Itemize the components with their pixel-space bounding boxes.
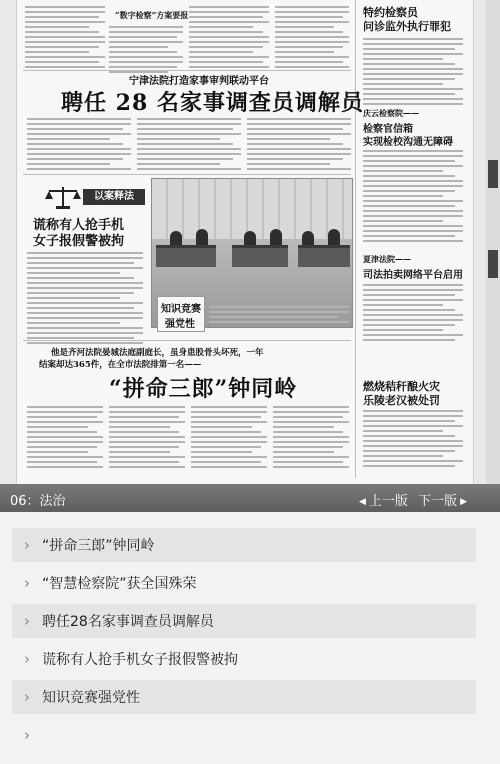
- right-headline-1a: 特约检察员: [363, 6, 418, 19]
- article-title: 聘任28名家事调查员调解员: [42, 614, 214, 630]
- article-item[interactable]: [12, 680, 476, 714]
- right-headline-2a: 检察官信箱: [363, 124, 413, 135]
- article-item[interactable]: [12, 566, 476, 600]
- lead-headline: 聘任 28 名家事调查员调解员: [61, 90, 364, 116]
- photo-caption-2: 强党性: [165, 319, 195, 330]
- right-headline-1b: 问诊监外执行罪犯: [363, 20, 451, 33]
- chevron-right-icon: ›: [24, 536, 30, 554]
- body-text-block: [27, 118, 131, 173]
- article-list: [12, 528, 476, 756]
- balance-scale-icon: [43, 184, 83, 210]
- next-page-label: 下一版: [418, 494, 458, 509]
- body-text-block: [247, 118, 351, 173]
- body-text-block: [363, 410, 463, 470]
- body-text-block: [363, 38, 463, 108]
- column-divider: [355, 0, 356, 478]
- row-divider: [23, 70, 351, 71]
- body-text-block: [25, 6, 105, 71]
- chevron-right-icon: ›: [24, 726, 30, 744]
- article-title: “智慧检察院”获全国殊荣: [42, 576, 197, 592]
- feature-kicker-2: 结案却达365件，在全市法院排第一名——: [39, 360, 202, 370]
- article-item[interactable]: [12, 642, 476, 676]
- body-text-block: [275, 6, 349, 71]
- article-title: “拼命三郎”钟同岭: [42, 538, 155, 554]
- body-text-block: [363, 150, 463, 245]
- body-text-block: [137, 118, 241, 173]
- body-text-block: [191, 406, 267, 471]
- feature-headline: “拼命三郎”钟同岭: [109, 376, 298, 402]
- body-text-block: [363, 284, 463, 344]
- body-text-block: [27, 406, 103, 471]
- triangle-right-icon: ▶: [460, 497, 467, 507]
- law-tag-label: 以案释法: [83, 189, 145, 205]
- right-headline-4a: 燃烧秸秆酿火灾: [363, 380, 440, 393]
- photo-caption-1: 知识竞赛: [161, 304, 201, 315]
- lead-kicker: 宁津法院打造家事审判联动平台: [129, 76, 269, 87]
- page-nav: [356, 490, 470, 509]
- page-edge-strip: [486, 0, 500, 484]
- law-tag-box: [43, 184, 147, 210]
- right-kicker-3: 夏津法院——: [363, 254, 411, 264]
- chevron-right-icon: ›: [24, 688, 30, 706]
- article-item[interactable]: [12, 718, 476, 752]
- body-text-block: [209, 306, 349, 326]
- section-title: 06：法治: [10, 494, 66, 509]
- body-text-block: [109, 406, 185, 471]
- feature-kicker-1: 他是齐河法院晏城法庭副庭长，虽身患股骨头坏死，一年: [51, 348, 264, 358]
- body-text-block: [273, 406, 349, 471]
- body-text-block: [109, 26, 183, 76]
- chevron-right-icon: ›: [24, 650, 30, 668]
- column-heading: “数字检察”方案要报: [115, 10, 189, 20]
- body-text-block: [27, 252, 143, 347]
- photo-caption-box: [157, 296, 205, 332]
- next-page-button[interactable]: [418, 494, 470, 509]
- section-bar: [0, 484, 500, 512]
- prev-page-label: 上一版: [368, 494, 408, 509]
- law-headline-1: 谎称有人抢手机: [33, 218, 125, 233]
- body-text-block: [189, 6, 269, 71]
- law-headline-2: 女子报假警被拘: [33, 234, 125, 249]
- row-divider: [23, 340, 351, 341]
- right-kicker-2: 庆云检察院——: [363, 108, 419, 118]
- right-headline-4b: 乐陵老汉被处罚: [363, 394, 440, 407]
- article-title: 知识竞赛强党性: [42, 690, 140, 706]
- chevron-right-icon: ›: [24, 612, 30, 630]
- right-headline-3: 司法拍卖网络平台启用: [363, 270, 463, 281]
- chevron-right-icon: ›: [24, 574, 30, 592]
- newspaper-sheet: [16, 0, 474, 484]
- prev-page-button[interactable]: [356, 494, 408, 509]
- triangle-left-icon: ◀: [358, 497, 366, 507]
- article-item[interactable]: [12, 604, 476, 638]
- article-item[interactable]: [12, 528, 476, 562]
- row-divider: [23, 174, 351, 175]
- right-headline-2b: 实现检校沟通无障碍: [363, 137, 453, 148]
- article-title: 谎称有人抢手机女子报假警被拘: [42, 652, 238, 668]
